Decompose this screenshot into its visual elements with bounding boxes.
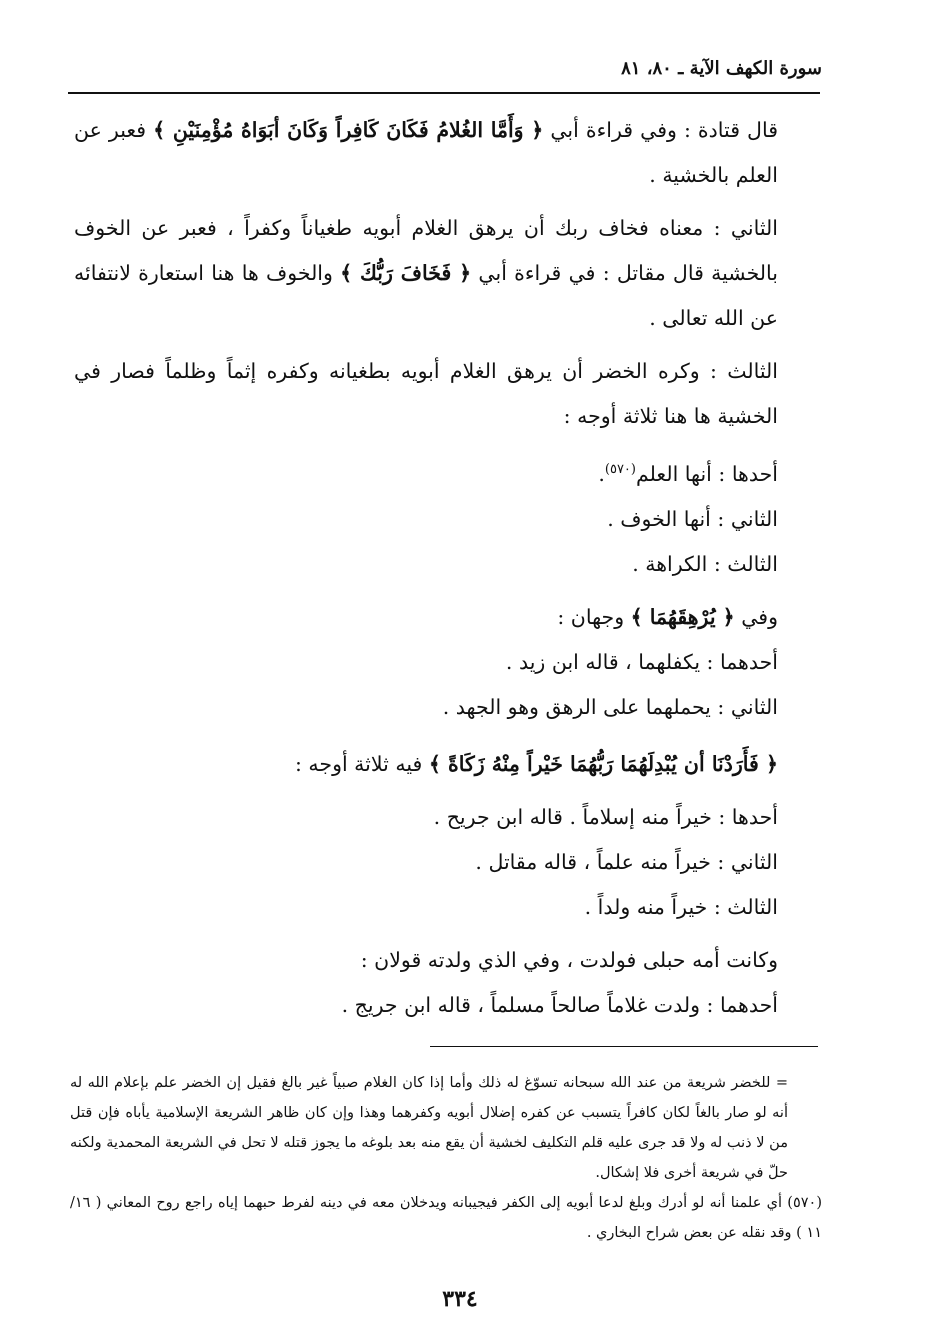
text-span: فعبر عن العلم بالخشية . [74, 118, 778, 187]
quran-verse: ﴿ يُرْهِقَهُمَا ﴾ [630, 604, 735, 629]
list-item: الثالث : الكراهة . [632, 551, 778, 576]
paragraph-qatada [74, 108, 822, 198]
list-item: أحدهما : يكفلهما ، قاله ابن زيد . [505, 649, 778, 674]
text-span: والخوف ها هنا استعارة لانتفائه عن الله تعالى . [74, 261, 778, 330]
footnote-rule [430, 1046, 818, 1047]
quran-verse: ﴿ فَخَافَ رَبُّكَ ﴾ [340, 261, 472, 285]
paragraph-second-meaning [74, 206, 822, 341]
list-item: الثاني : خيراً منه علماً ، قاله مقاتل . [475, 849, 778, 874]
footnote-continuation: = للخضر شريعة من عند الله سبحانه تسوّغ له ذلك وأما إذا كان الغلام صبياً غير بالغ فقيل إن الخضر علم بإعلام الله له أنه لو صار بالغاً لكان كافراً يتسبب عن كفره إضلال أبويه وكفرهما وهذا وإن كان ظاهر الشريعة الإسلامية يأباه فإن قتل من لا ذنب له ولا قد جرى عليه قلم التكليف لخشية أن يقع منه بعد بلوغه ما يجوز قتله لا تحل في الشريعة المحمدية ولكنه حلّ في شريعة أخرى فلا إشكال. [70, 1075, 788, 1181]
text-span: وجهان : [557, 604, 631, 629]
paragraph-verse-81 [74, 742, 822, 787]
running-title: سورة الكهف الآية ـ ٨٠، ٨١ [621, 58, 822, 79]
text-span: قال قتادة : وفي قراءة أبي [543, 118, 778, 142]
list-item: أحدهما : ولدت غلاماً صالحاً مسلماً ، قاله ابن جريج . [341, 992, 778, 1017]
quran-verse: ﴿ فَأَرَدْنَا أن يُبْدِلَهُمَا رَبُّهُمَا خَيْراً مِنْهُ زَكَاةً ﴾ [428, 751, 778, 776]
page-number: ٣٣٤ [442, 1286, 478, 1312]
text-span: الثاني : معناه فخاف ربك أن يرهق الغلام أبويه طغياناً وكفراً ، فعبر عن الخوف بالخشية قال مقاتل : في قراءة أبي [74, 216, 778, 285]
main-text [74, 108, 822, 1028]
paragraph-yurhiqahuma [74, 595, 822, 640]
quran-verse: ﴿ وَأَمَّا الغُلامُ فَكَانَ كَافِراً وَكَانَ أبَوَاهُ مُؤْمِنَيْنِ ﴾ [153, 118, 544, 142]
footnotes [70, 1068, 822, 1248]
text-span: أحدها : أنها العلم [636, 461, 778, 486]
list-item: الثاني : يحملهما على الرهق وهو الجهد . [442, 694, 778, 719]
paragraph-pregnancy: وكانت أمه حبلى فولدت ، وفي الذي ولدته قولان : [360, 947, 778, 972]
header-rule [68, 92, 820, 94]
list-item: أحدها : خيراً منه إسلاماً . قاله ابن جريح . [433, 804, 778, 829]
text-span: فيه ثلاثة أوجه : [294, 751, 429, 776]
footnote-570: (٥٧٠) أي علمنا أنه لو أدرك وبلغ لدعا أبويه إلى الكفر فيجيبانه ويدخلان معه في دينه لفرط حبهما إياه راجع روح المعاني ( ١٦/ ١١ ) وقد نقله عن بعض شراح البخاري . [70, 1195, 822, 1241]
list-item: الثاني : أنها الخوف . [607, 506, 778, 531]
paragraph-third-meaning: الثالث : وكره الخضر أن يرهق الغلام أبويه بطغيانه وكفره إثماً وظلماً فصار في الخشية ها هنا ثلاثة أوجه : [74, 359, 778, 428]
footnote-ref: (٥٧٠) [604, 462, 636, 477]
text-span: . [598, 461, 605, 486]
list-item: الثالث : خيراً منه ولداً . [584, 894, 778, 919]
list-item [74, 447, 822, 497]
text-span: وفي [734, 604, 778, 629]
